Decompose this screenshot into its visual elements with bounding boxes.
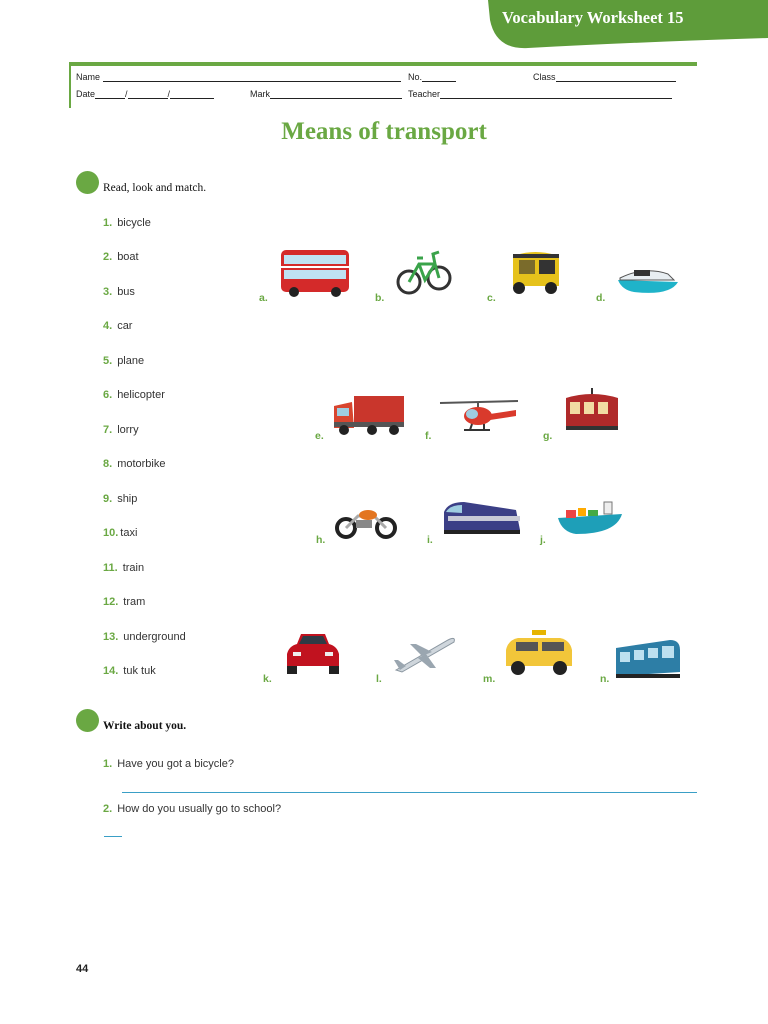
list-item: 12. tram (103, 596, 146, 608)
list-item: 10. taxi (103, 527, 138, 539)
picture-letter: n. (600, 673, 610, 685)
header-row-1 (76, 72, 401, 82)
teacher-field[interactable] (440, 89, 672, 99)
section1-instruction: Read, look and match. (103, 182, 207, 194)
picture-letter: l. (376, 673, 382, 685)
ship-icon (556, 498, 624, 538)
list-item: 13. underground (103, 631, 186, 643)
section-bullet (76, 171, 99, 194)
list-item: 1. bicycle (103, 217, 151, 229)
lorry-icon (332, 390, 406, 440)
picture-letter: g. (543, 430, 553, 442)
list-item: 14. tuk tuk (103, 665, 156, 677)
car-icon (283, 630, 343, 678)
plane-icon (392, 632, 458, 676)
picture-letter: e. (315, 430, 324, 442)
bicycle-icon (395, 246, 453, 298)
page-number: 44 (76, 963, 89, 975)
picture-letter: c. (487, 292, 496, 304)
teacher-group (408, 89, 672, 99)
list-item: 7. lorry (103, 424, 139, 436)
train-icon (440, 498, 522, 540)
question-item: 1. Have you got a bicycle? (103, 758, 234, 770)
picture-letter: a. (259, 292, 268, 304)
list-item: 9. ship (103, 493, 138, 505)
list-item: 4. car (103, 320, 133, 332)
class-label: Class (533, 72, 556, 82)
list-item: 8. motorbike (103, 458, 166, 470)
answer-line[interactable] (122, 792, 697, 793)
section2-instruction: Write about you. (103, 720, 187, 732)
date-separator: / (125, 89, 128, 99)
date-label: Date (76, 89, 96, 99)
no-label: No. (408, 72, 423, 82)
tuk-tuk-icon (505, 246, 565, 298)
list-item: 3. bus (103, 286, 135, 298)
motorbike-icon (334, 504, 398, 540)
underground-icon (614, 636, 682, 682)
name-label: Name (76, 72, 101, 82)
taxi-icon (500, 628, 578, 678)
class-group (533, 72, 676, 82)
list-item: 6. helicopter (103, 389, 165, 401)
answer-line[interactable] (104, 836, 122, 837)
date-day-field[interactable] (95, 89, 125, 99)
picture-letter: k. (263, 673, 272, 685)
helicopter-icon (438, 396, 522, 438)
picture-letter: d. (596, 292, 606, 304)
picture-letter: f. (425, 430, 432, 442)
section-bullet (76, 709, 99, 732)
list-item: 2. boat (103, 251, 139, 263)
header-divider (70, 62, 697, 66)
picture-letter: h. (316, 534, 326, 546)
picture-letter: m. (483, 673, 496, 685)
name-field[interactable] (103, 72, 401, 82)
no-field[interactable] (422, 72, 456, 82)
mark-group (250, 89, 402, 99)
list-item: 5. plane (103, 355, 145, 367)
date-group (76, 89, 214, 99)
date-year-field[interactable] (167, 89, 214, 99)
boat-icon (614, 258, 682, 298)
teacher-label: Teacher (408, 89, 441, 99)
list-item: 11. train (103, 562, 145, 574)
question-item: 2. How do you usually go to school? (103, 803, 282, 815)
picture-letter: i. (427, 534, 433, 546)
mark-label: Mark (250, 89, 270, 99)
tram-icon (562, 388, 622, 436)
bus-icon (278, 246, 352, 300)
header-left-border (69, 62, 71, 108)
picture-letter: j. (540, 534, 546, 546)
picture-letter: b. (375, 292, 385, 304)
date-separator: / (167, 89, 171, 99)
mark-field[interactable] (270, 89, 402, 99)
worksheet-title: Vocabulary Worksheet 15 (502, 8, 684, 27)
no-group (408, 72, 456, 82)
worksheet-banner (488, 0, 768, 50)
date-month-field[interactable] (128, 89, 168, 99)
class-field[interactable] (556, 72, 676, 82)
page-title: Means of transport (281, 118, 487, 145)
